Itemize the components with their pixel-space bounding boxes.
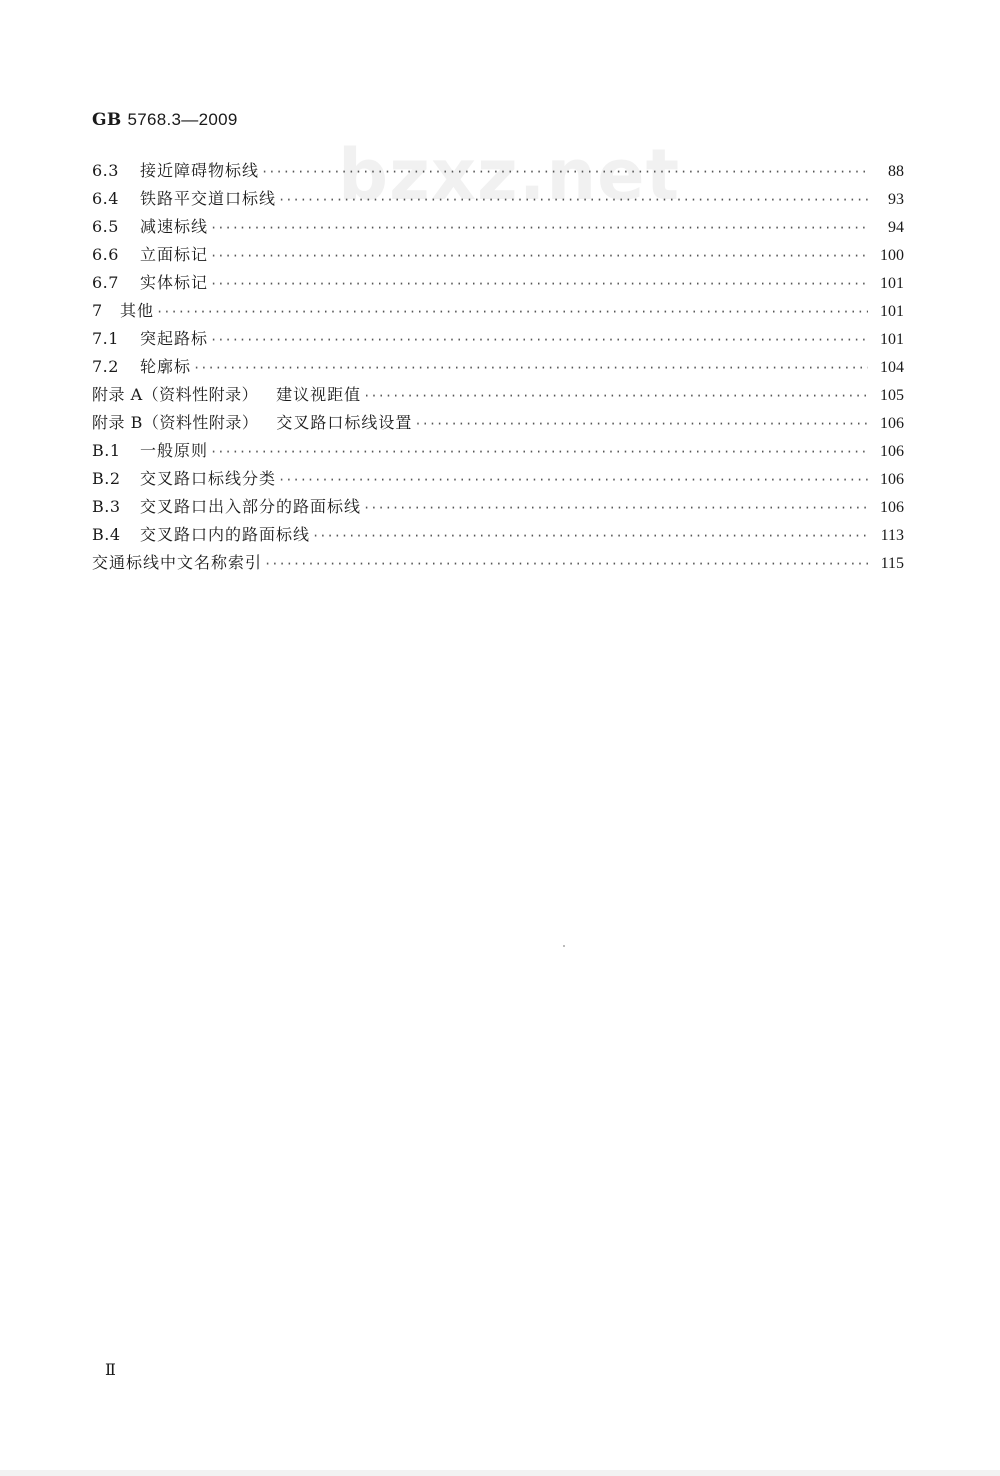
toc-entry-b-4[interactable] — [92, 521, 904, 549]
toc-entry-6-3[interactable] — [92, 157, 904, 185]
toc-entry-appendix-b[interactable] — [92, 409, 904, 437]
toc-entry-page: 100 — [880, 247, 904, 264]
toc-dot-leader — [210, 438, 868, 466]
toc-dot-leader — [264, 550, 868, 578]
toc-entry-page: 105 — [880, 387, 904, 404]
toc-entry-b-1[interactable] — [92, 437, 904, 465]
toc-entry-title: 交叉路口标线分类 — [140, 469, 277, 488]
toc-entry-page: 113 — [880, 527, 904, 544]
toc-entry-number: 6.3 — [92, 161, 119, 180]
toc-entry-number: B.4 — [92, 525, 121, 544]
toc-entry-number: B.2 — [92, 469, 121, 488]
toc-entry-b-3[interactable] — [92, 493, 904, 521]
toc-entry-number: 6.4 — [92, 189, 119, 208]
toc-dot-leader — [210, 326, 868, 354]
toc-dot-leader — [363, 382, 868, 410]
toc-dot-leader — [312, 522, 868, 550]
toc-entry-6-4[interactable] — [92, 185, 904, 213]
watermark: bzxz.net — [338, 134, 681, 216]
toc-entry-title: 轮廓标 — [140, 357, 192, 376]
toc-entry-number: B.1 — [92, 441, 121, 460]
toc-entry-title: 实体标记 — [140, 273, 209, 292]
toc-entry-7[interactable] — [92, 297, 904, 325]
standard-number: 5768.3—2009 — [127, 110, 238, 129]
toc-dot-leader — [210, 270, 868, 298]
toc-entry-number: B.3 — [92, 497, 121, 516]
toc-entry-title: 交通标线中文名称索引 — [92, 553, 263, 572]
toc-entry-page: 101 — [880, 303, 904, 320]
toc-entry-title: 一般原则 — [140, 441, 209, 460]
toc-entry-number: 7.1 — [92, 329, 119, 348]
toc-entry-page: 106 — [880, 499, 904, 516]
toc-dot-leader — [278, 466, 868, 494]
toc-entry-index[interactable] — [92, 549, 904, 577]
toc-entry-number: 附录 B（资料性附录） — [92, 413, 259, 432]
toc-entry-title: 铁路平交道口标线 — [140, 189, 277, 208]
toc-dot-leader — [193, 354, 868, 382]
toc-entry-title: 交叉路口标线设置 — [276, 413, 413, 432]
toc-entry-page: 93 — [888, 191, 904, 208]
toc-entry-6-7[interactable] — [92, 269, 904, 297]
toc-entry-b-2[interactable] — [92, 465, 904, 493]
toc-dot-leader — [363, 494, 868, 522]
toc-entry-number: 7.2 — [92, 357, 119, 376]
toc-dot-leader — [156, 298, 868, 326]
toc-entry-number: 6.7 — [92, 273, 119, 292]
toc-entry-page: 115 — [880, 555, 904, 572]
toc-dot-leader — [261, 158, 868, 186]
toc-entry-page: 101 — [880, 275, 904, 292]
toc-entry-title: 交叉路口内的路面标线 — [140, 525, 311, 544]
toc-entry-page: 101 — [880, 331, 904, 348]
toc-entry-page: 106 — [880, 443, 904, 460]
toc-dot-leader — [210, 214, 868, 242]
toc-dot-leader — [414, 410, 868, 438]
toc-entry-title: 突起路标 — [140, 329, 209, 348]
toc-dot-leader — [278, 186, 868, 214]
toc-entry-7-1[interactable] — [92, 325, 904, 353]
toc-entry-title: 其他 — [120, 301, 155, 320]
page-number-marker: Ⅱ — [105, 1360, 115, 1379]
toc-entry-title: 建议视距值 — [276, 385, 362, 404]
standard-prefix: GB — [92, 110, 122, 130]
toc-entry-7-2[interactable] — [92, 353, 904, 381]
standard-header — [92, 110, 238, 130]
toc-entry-number: 7 — [92, 301, 103, 320]
toc-entry-number: 6.6 — [92, 245, 119, 264]
toc-dot-leader — [210, 242, 868, 270]
toc-entry-6-5[interactable] — [92, 213, 904, 241]
toc-entry-title: 交叉路口出入部分的路面标线 — [140, 497, 362, 516]
toc-entry-title: 接近障碍物标线 — [140, 161, 260, 180]
toc-entry-page: 106 — [880, 471, 904, 488]
toc-entry-appendix-a[interactable] — [92, 381, 904, 409]
toc-entry-title: 立面标记 — [140, 245, 209, 264]
table-of-contents — [92, 157, 904, 577]
toc-entry-number: 附录 A（资料性附录） — [92, 385, 259, 404]
toc-entry-number: 6.5 — [92, 217, 119, 236]
toc-entry-6-6[interactable] — [92, 241, 904, 269]
toc-entry-page: 104 — [880, 359, 904, 376]
toc-entry-page: 94 — [888, 219, 904, 236]
scan-speck — [563, 945, 565, 947]
toc-entry-title: 减速标线 — [140, 217, 209, 236]
toc-entry-page: 88 — [888, 163, 904, 180]
toc-entry-page: 106 — [880, 415, 904, 432]
